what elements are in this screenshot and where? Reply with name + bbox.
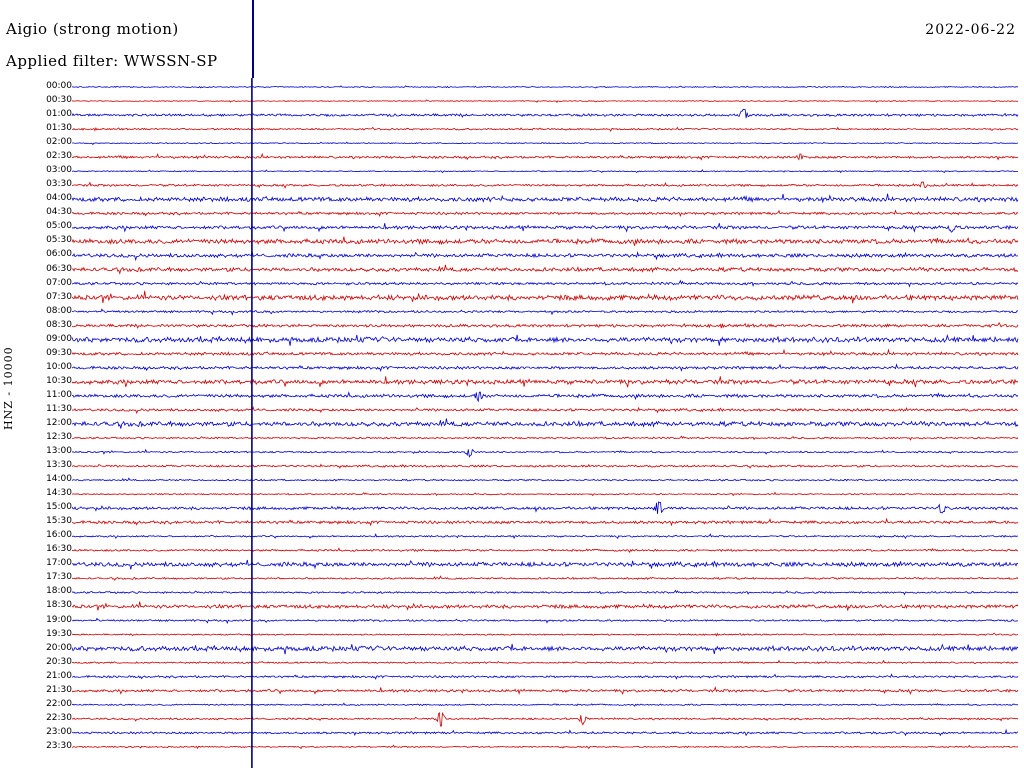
seismic-trace (72, 519, 1018, 525)
time-label: 21:00 (46, 670, 72, 681)
seismic-trace (72, 576, 1018, 580)
seismic-trace (72, 590, 1018, 594)
seismic-trace (72, 281, 1018, 287)
time-label: 12:00 (46, 417, 72, 428)
time-label: 11:30 (46, 403, 72, 414)
time-label: 01:00 (46, 109, 72, 120)
time-label: 18:00 (46, 586, 72, 597)
seismic-trace (72, 211, 1018, 216)
seismic-trace (72, 194, 1018, 202)
seismic-trace (72, 170, 1018, 173)
seismic-trace (72, 223, 1018, 232)
seismic-trace (72, 713, 1018, 726)
seismic-trace (72, 376, 1018, 387)
time-label: 02:00 (46, 137, 72, 148)
seismic-trace (72, 534, 1018, 538)
seismic-trace (72, 350, 1018, 355)
time-label: 09:00 (46, 333, 72, 344)
time-label: 14:00 (46, 474, 72, 485)
time-label: 15:30 (46, 516, 72, 527)
seismic-trace (72, 365, 1018, 371)
seismic-trace (72, 492, 1018, 495)
seismic-trace (72, 100, 1018, 102)
time-label: 22:30 (46, 712, 72, 723)
time-label: 16:30 (46, 544, 72, 555)
y-axis-label: HNZ - 10000 (2, 346, 15, 430)
time-label: 13:00 (46, 446, 72, 457)
seismogram-plot (0, 78, 1024, 768)
time-label: 21:30 (46, 684, 72, 695)
time-label: 15:00 (46, 502, 72, 513)
time-marker-line-header (252, 0, 254, 78)
time-label: 01:30 (46, 123, 72, 134)
seismic-trace (72, 618, 1018, 623)
seismic-trace (72, 309, 1018, 314)
time-label: 07:30 (46, 291, 72, 302)
station-title: Aigio (strong motion) (6, 20, 179, 38)
seismic-trace (72, 418, 1018, 428)
time-label: 19:30 (46, 628, 72, 639)
seismic-trace (72, 730, 1018, 735)
time-label: 07:00 (46, 277, 72, 288)
time-label: 06:30 (46, 263, 72, 274)
time-label: 16:00 (46, 530, 72, 541)
seismic-trace (72, 323, 1018, 328)
time-label: 00:00 (46, 81, 72, 91)
time-label: 09:30 (46, 347, 72, 358)
seismic-trace (72, 464, 1018, 468)
seismic-trace (72, 392, 1018, 401)
seismic-trace (72, 335, 1018, 346)
seismic-trace (72, 128, 1018, 132)
time-label: 23:30 (46, 740, 72, 751)
seismic-trace (72, 237, 1018, 246)
seismic-trace (72, 478, 1018, 481)
seismic-trace (72, 154, 1018, 160)
time-label: 05:00 (46, 221, 72, 232)
applied-filter-label: Applied filter: WWSSN-SP (6, 52, 218, 70)
time-label: 22:00 (46, 698, 72, 709)
time-label: 08:00 (46, 305, 72, 316)
time-label: 19:00 (46, 614, 72, 625)
seismic-trace (72, 407, 1018, 413)
seismic-trace (72, 142, 1018, 144)
seismic-trace (72, 661, 1018, 664)
seismic-trace (72, 703, 1018, 706)
time-label: 18:30 (46, 600, 72, 611)
trace-canvas (0, 78, 1024, 768)
time-label: 13:30 (46, 460, 72, 471)
time-label: 04:30 (46, 207, 72, 218)
time-label: 14:30 (46, 488, 72, 499)
seismic-trace (72, 674, 1018, 679)
time-label: 12:30 (46, 432, 72, 442)
time-label: 20:00 (46, 642, 72, 653)
time-label: 05:30 (46, 235, 72, 246)
seismic-trace (72, 265, 1018, 274)
time-label: 17:00 (46, 558, 72, 569)
seismic-trace (72, 602, 1018, 611)
seismic-trace (72, 560, 1018, 570)
seismic-trace (72, 436, 1018, 440)
seismic-trace (72, 644, 1018, 654)
time-label: 10:30 (46, 375, 72, 386)
time-label: 11:00 (46, 389, 72, 400)
seismic-trace (72, 502, 1018, 514)
seismic-trace (72, 449, 1018, 456)
seismic-trace (72, 688, 1018, 694)
seismic-trace (72, 109, 1018, 118)
time-label: 08:30 (46, 319, 72, 330)
time-label: 23:00 (46, 726, 72, 737)
time-label: 02:30 (46, 151, 72, 162)
seismic-trace (72, 291, 1018, 304)
seismic-trace (72, 252, 1018, 260)
record-date: 2022-06-22 (925, 22, 1016, 38)
seismic-trace (72, 745, 1018, 748)
time-label: 20:30 (46, 656, 72, 667)
seismic-trace (72, 182, 1018, 188)
seismic-trace (72, 86, 1018, 88)
time-label: 04:00 (46, 193, 72, 204)
time-label: 00:30 (46, 95, 72, 106)
seismic-trace (72, 548, 1018, 552)
time-label: 03:30 (46, 179, 72, 190)
time-label: 03:00 (46, 165, 72, 176)
time-label: 10:00 (46, 361, 72, 372)
time-label: 06:00 (46, 249, 72, 260)
seismic-trace (72, 633, 1018, 636)
time-label: 17:30 (46, 572, 72, 583)
